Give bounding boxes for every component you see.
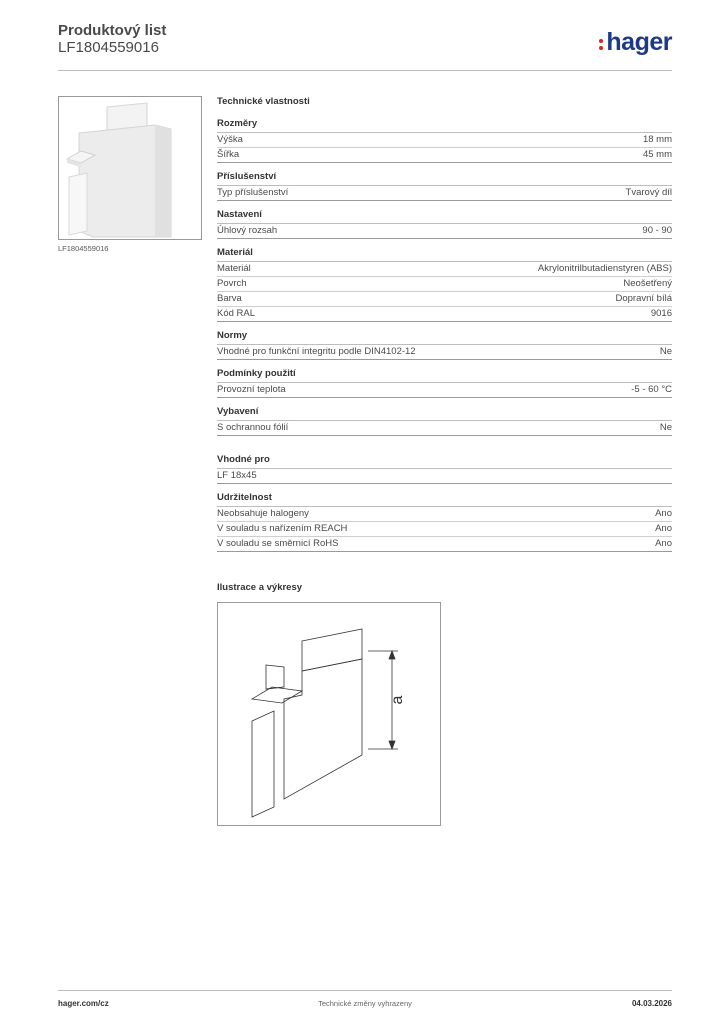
spec-group-sustainability <box>217 492 672 552</box>
group-heading: Udržitelnost <box>217 492 672 507</box>
group-heading: Nastavení <box>217 209 672 224</box>
spec-row <box>217 421 672 436</box>
group-heading: Vybavení <box>217 406 672 421</box>
spec-label: Šířka <box>217 149 240 160</box>
product-photo-icon <box>59 97 201 239</box>
hager-logo[interactable] <box>599 28 672 57</box>
group-heading: Podmínky použití <box>217 368 672 383</box>
spec-label: Materiál <box>217 263 251 274</box>
spec-group-dimensions <box>217 118 672 163</box>
spec-value: Ano <box>655 508 672 519</box>
spec-value: Akrylonitrilbutadienstyren (ABS) <box>537 263 672 274</box>
spec-group-material <box>217 247 672 322</box>
spec-value: Neošetřený <box>623 278 672 289</box>
spec-row <box>217 133 672 148</box>
spec-row <box>217 469 672 484</box>
page-header <box>58 22 672 71</box>
spec-row <box>217 186 672 201</box>
spec-label: Kód RAL <box>217 308 256 319</box>
logo-dots-icon <box>599 32 603 52</box>
spec-label: V souladu se směrnicí RoHS <box>217 538 339 549</box>
spec-row <box>217 262 672 277</box>
spec-value: Dopravní bílá <box>615 293 672 304</box>
spec-value: 90 - 90 <box>642 225 672 236</box>
spec-value: Ne <box>659 422 672 433</box>
spec-value: 45 mm <box>642 149 672 160</box>
illustrations-title: Ilustrace a výkresy <box>217 582 303 593</box>
spec-row <box>217 522 672 537</box>
spec-group-conditions <box>217 368 672 398</box>
spec-row <box>217 277 672 292</box>
spec-label: S ochrannou fólií <box>217 422 289 433</box>
page-title: Produktový list <box>58 22 167 39</box>
spec-value: 18 mm <box>642 134 672 145</box>
spec-label: Výška <box>217 134 243 145</box>
footer-notice: Technické změny vyhrazeny <box>318 999 412 1008</box>
group-heading: Rozměry <box>217 118 672 133</box>
spec-row <box>217 383 672 398</box>
spec-label: Barva <box>217 293 242 304</box>
technical-specs <box>217 96 672 560</box>
footer-date: 04.03.2026 <box>631 999 672 1008</box>
spec-label: Typ příslušenství <box>217 187 289 198</box>
spec-row <box>217 537 672 552</box>
group-heading: Vhodné pro <box>217 454 672 469</box>
spec-value: Ano <box>655 523 672 534</box>
spec-group-suitable-for <box>217 454 672 484</box>
spec-row <box>217 345 672 360</box>
group-heading: Příslušenství <box>217 171 672 186</box>
spec-value: Tvarový díl <box>625 187 672 198</box>
technical-drawing-icon <box>218 603 440 825</box>
spec-label: Povrch <box>217 278 247 289</box>
spec-value: Ano <box>655 538 672 549</box>
spec-value: -5 - 60 °C <box>631 384 672 395</box>
spec-row <box>217 148 672 163</box>
spec-label: Provozní teplota <box>217 384 286 395</box>
spec-label: LF 18x45 <box>217 470 257 481</box>
spec-row <box>217 224 672 239</box>
spec-label: Vhodné pro funkční integritu podle DIN4102-12 <box>217 346 416 357</box>
spec-row <box>217 307 672 322</box>
spec-row <box>217 507 672 522</box>
spec-group-equipment <box>217 406 672 436</box>
group-heading: Materiál <box>217 247 672 262</box>
spec-label: V souladu s nařízením REACH <box>217 523 348 534</box>
spec-label: Neobsahuje halogeny <box>217 508 309 519</box>
spec-group-settings <box>217 209 672 239</box>
technical-drawing <box>217 602 441 826</box>
footer-website-link[interactable]: hager.com/cz <box>58 999 109 1008</box>
spec-value: 9016 <box>650 308 672 319</box>
dimension-label: a <box>389 695 406 705</box>
page-footer <box>58 990 672 1013</box>
group-heading: Normy <box>217 330 672 345</box>
product-code: LF1804559016 <box>58 39 159 56</box>
logo-text: hager <box>606 28 672 56</box>
specs-title: Technické vlastnosti <box>217 96 310 107</box>
spec-value: Ne <box>659 346 672 357</box>
spec-group-norms <box>217 330 672 360</box>
spec-label: Úhlový rozsah <box>217 225 278 236</box>
product-photo <box>58 96 202 240</box>
spec-group-accessory <box>217 171 672 201</box>
spec-row <box>217 292 672 307</box>
product-photo-caption: LF1804559016 <box>58 244 109 253</box>
